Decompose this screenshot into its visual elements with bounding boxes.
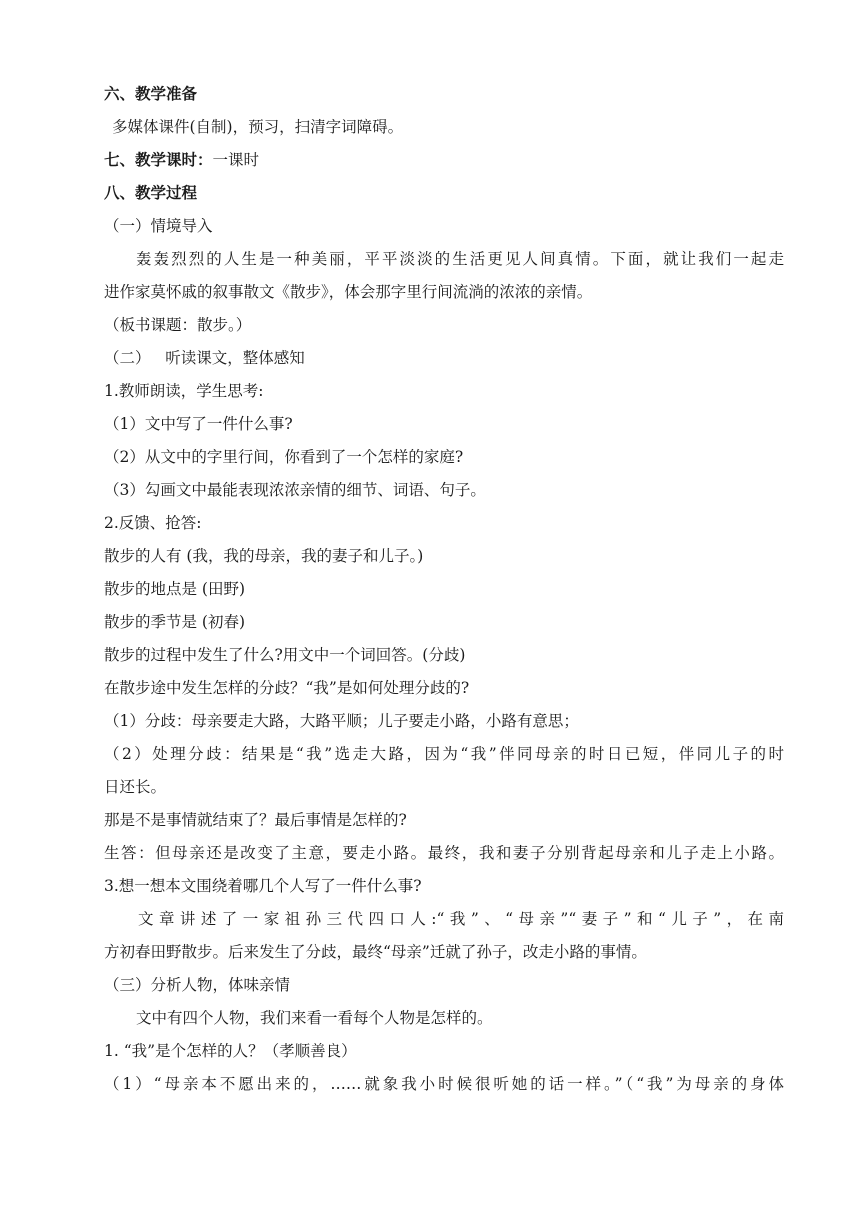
step-2-heading: 2.反馈、抢答:: [104, 514, 202, 532]
section-heading-preparation: 六、教学准备: [104, 85, 198, 103]
intro-paragraph-line-1: 轰轰烈烈的人生是一种美丽，平平淡淡的生活更见人间真情。下面，就让我们一起走: [136, 250, 784, 268]
disagreement-point-2-line-1: （2）处理分歧：结果是“我”选走大路，因为“我”伴同母亲的时日已短，伴同儿子的时: [104, 745, 784, 763]
answer-place: 散步的地点是 (田野): [104, 580, 246, 598]
answer-event: 散步的过程中发生了什么?用文中一个词回答。(分歧): [104, 646, 466, 664]
periods-value: 一课时: [212, 151, 260, 169]
answer-people: 散步的人有 (我，我的母亲，我的妻子和儿子。): [104, 547, 424, 565]
disagreement-point-1: （1）分歧：母亲要走大路，大路平顺；儿子要走小路，小路有意思；: [104, 712, 579, 730]
question-3: （3）勾画文中最能表现浓浓亲情的细节、词语、句子。: [104, 481, 486, 499]
characters-intro: 文中有四个人物，我们来看一看每个人物是怎样的。: [136, 1009, 493, 1027]
intro-paragraph-line-2: 进作家莫怀戚的叙事散文《散步》，体会那字里行间流淌的浓浓的亲情。: [104, 283, 593, 301]
disagreement-point-2-line-2: 日还长。: [104, 778, 167, 796]
summary-line-2: 方初春田野散步。后来发生了分歧，最终“母亲”迁就了孙子，改走小路的事情。: [104, 943, 647, 961]
ending-question: 那是不是事情就结束了？最后事情是怎样的?: [104, 811, 407, 829]
summary-line-1: 文章讲述了一家祖孙三代四口人:“我”、“母亲”“妻子”和“儿子”，在南: [138, 910, 784, 928]
answer-season: 散步的季节是 (初春): [104, 613, 246, 631]
board-title-note: （板书课题：散步。）: [104, 316, 252, 334]
subsection-heading-intro: （一）情境导入: [104, 217, 213, 235]
question-2: （2）从文中的字里行间，你看到了一个怎样的家庭?: [104, 448, 464, 466]
step-1-heading: 1.教师朗读，学生思考:: [104, 382, 264, 400]
character-1-quote: （1）“母亲本不愿出来的，……就象我小时候很听她的话一样。”（“我”为母亲的身体: [104, 1075, 784, 1093]
periods-label: 七、教学课时：: [104, 151, 213, 169]
disagreement-question: 在散步途中发生怎样的分歧？“我”是如何处理分歧的?: [104, 679, 470, 697]
section-heading-periods: [104, 150, 784, 170]
step-3-heading: 3.想一想本文围绕着哪几个人写了一件什么事?: [104, 877, 422, 895]
character-1-question: 1. “我”是个怎样的人？（孝顺善良）: [104, 1042, 357, 1060]
question-1: （1）文中写了一件什么事?: [104, 415, 293, 433]
section-heading-process: 八、教学过程: [104, 184, 198, 202]
subsection-heading-characters: （三）分析人物，体味亲情: [104, 976, 291, 994]
subsection-heading-reading: （二） 听读课文，整体感知: [104, 349, 305, 367]
preparation-text: 多媒体课件(自制)，预习，扫清字词障碍。: [112, 118, 404, 136]
student-answer: 生答：但母亲还是改变了主意，要走小路。最终，我和妻子分别背起母亲和儿子走上小路。: [104, 844, 784, 862]
